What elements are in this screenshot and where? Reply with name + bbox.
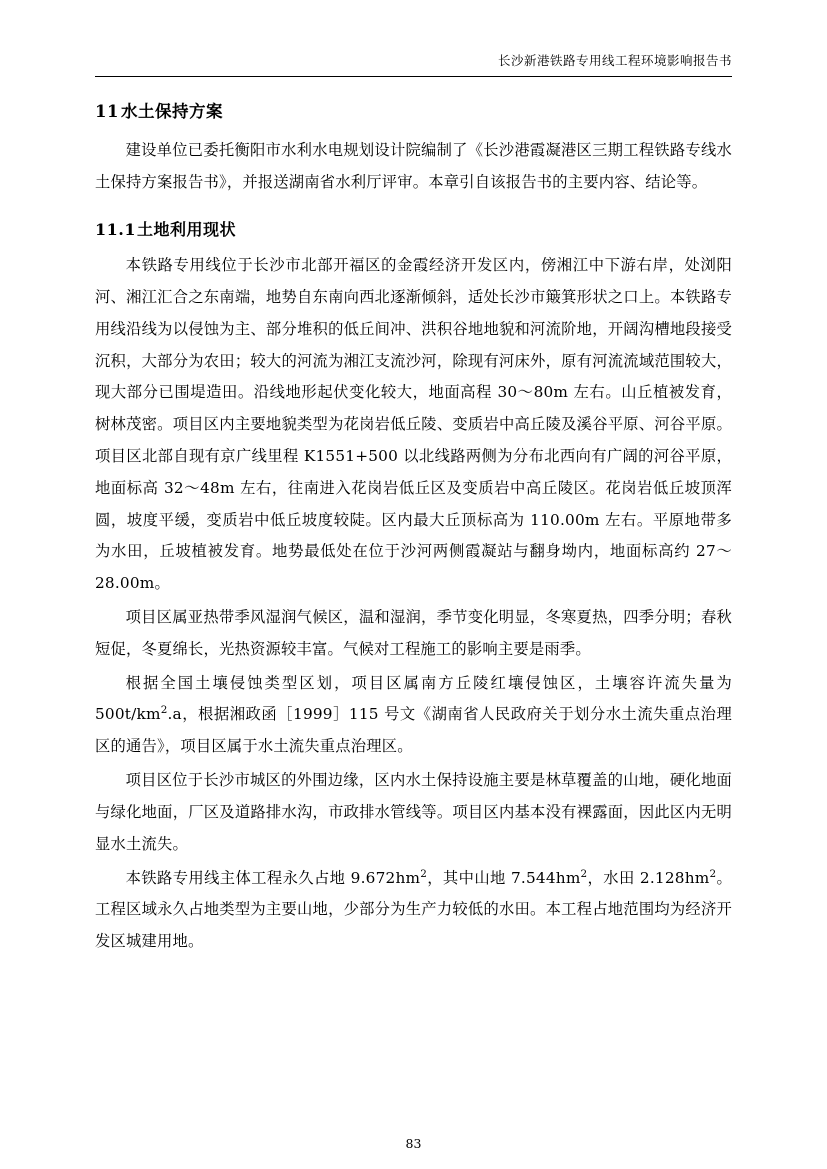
section-heading-11 bbox=[95, 99, 732, 125]
paragraph-land-use-1: 本铁路专用线位于长沙市北部开福区的金霞经济开发区内，傍湘江中下游右岸，处浏阳河、湘江汇合之东南端，地势自东南向西北逐渐倾斜，适处长沙市簸箕形状之口上。本铁路专用线沿线为以侵蚀为主、部分堆积的低丘间冲、洪积谷地地貌和河流阶地，开阔沟槽地段接受沉积，大部分为农田；较大的河流为湘江支流沙河，除现有河床外，原有河流流域范围较大，现大部分已围堤造田。沿线地形起伏变化较大，地面高程 30～80m 左右。山丘植被发育，树林茂密。项目区内主要地貌类型为花岗岩低丘陵、变质岩中高丘陵及溪谷平原、河谷平原。项目区北部自现有京广线里程 K1551+500 以北线路两侧为分布北西向有广阔的河谷平原，地面标高 32～48m 左右，往南进入花岗岩低丘区及变质岩中高丘陵区。花岗岩低丘坡顶浑圆，坡度平缓，变质岩中低丘坡度较陡。区内最大丘顶标高为 110.00m 左右。平原地带多为水田，丘坡植被发育。地势最低处在位于沙河两侧霞凝站与翻身坳内，地面标高约 27～28.00m。 bbox=[95, 256, 732, 593]
page-content-area bbox=[95, 52, 732, 1109]
section-number-11: 11 bbox=[95, 101, 119, 121]
page-number: 83 bbox=[405, 1136, 422, 1151]
section-title-11: 水土保持方案 bbox=[121, 101, 223, 121]
section-title-11-1: 土地利用现状 bbox=[137, 219, 237, 239]
paragraph-land-use-2: 项目区属亚热带季风湿润气候区，温和湿润，季节变化明显，冬寒夏热，四季分明；春秋短促，冬夏绵长，光热资源较丰富。气候对工程施工的影响主要是雨季。 bbox=[95, 608, 732, 658]
section-heading-11-1 bbox=[95, 217, 732, 243]
paragraph-land-use-5: 本铁路专用线主体工程永久占地 $9.672hm^2$，其中山地 $7.544hm^2$，水田 $2.128hm^2$。工程区域永久占地类型为主要山地，少部分为生产力较低的水田。本工程占地范围均为经济开发区城建用地。 bbox=[95, 867, 732, 951]
header-title: 长沙新港铁路专用线工程环境影响报告书 bbox=[497, 53, 732, 68]
header-divider bbox=[95, 76, 732, 77]
page-footer bbox=[0, 1136, 827, 1151]
page-header bbox=[95, 52, 732, 76]
paragraph-land-use-3: 根据全国土壤侵蚀类型区划，项目区属南方丘陵红壤侵蚀区，土壤容许流失量为 $500t/km^2.a$，根据湘政函［1999］115 号文《湖南省人民政府关于划分水土流失重点治理区的通告》，项目区属于水土流失重点治理区。 bbox=[95, 673, 732, 756]
paragraph-11-1: 建设单位已委托衡阳市水利水电规划设计院编制了《长沙港霞凝港区三期工程铁路专线水土保持方案报告书》，并报送湖南省水利厅评审。本章引自该报告书的主要内容、结论等。 bbox=[95, 140, 732, 191]
section-number-11-1: 11.1 bbox=[95, 219, 136, 239]
paragraph-land-use-4: 项目区位于长沙市城区的外围边缘，区内水土保持设施主要是林草覆盖的山地，硬化地面与绿化地面，厂区及道路排水沟，市政排水管线等。项目区内基本没有裸露面，因此区内无明显水土流失。 bbox=[95, 771, 732, 853]
